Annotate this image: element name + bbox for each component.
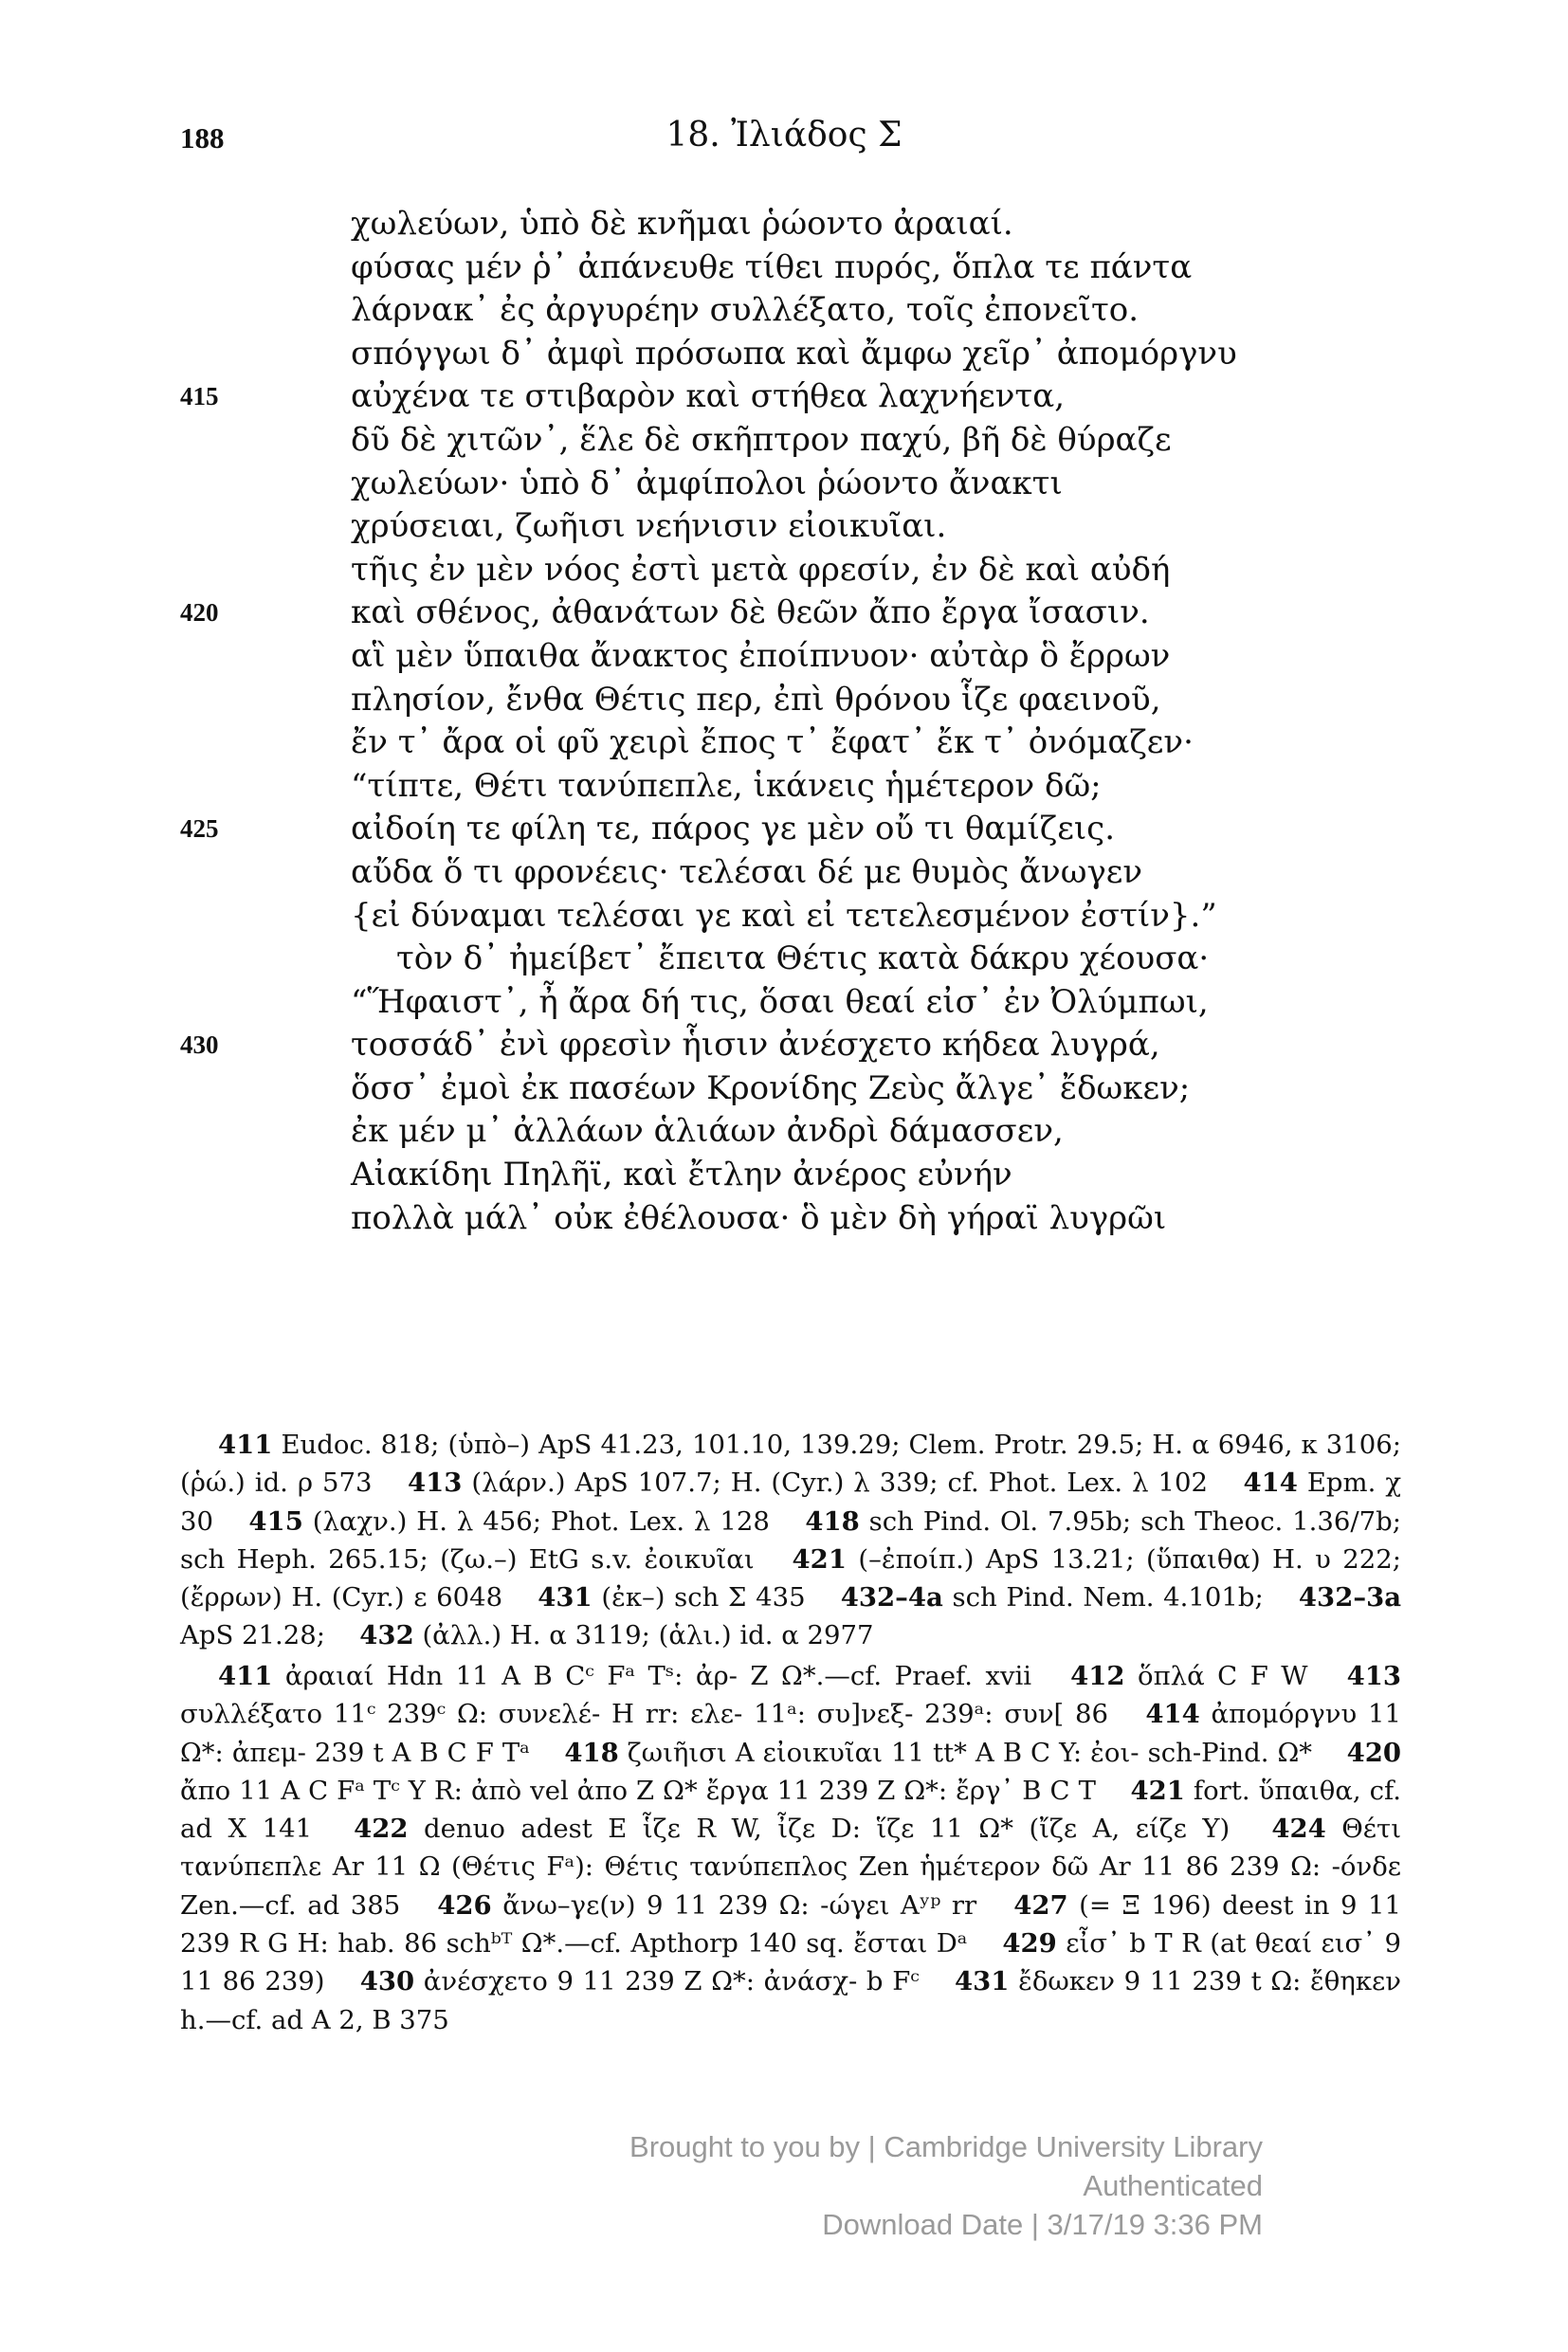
download-notice-line: Authenticated: [1083, 2169, 1263, 2202]
apparatus-line-ref: 421: [792, 1543, 847, 1575]
verse-line: [351, 289, 1441, 333]
verse-line: [351, 1154, 1441, 1197]
apparatus-line-ref: 431: [538, 1582, 593, 1614]
apparatus-line-ref: 429: [1002, 1928, 1057, 1960]
critical-apparatus: [180, 1657, 1401, 2039]
apparatus-entry: [538, 1582, 805, 1613]
verse-text: πολλὰ μάλ᾽ οὐκ ἐθέλουσα· ὃ μὲν δὴ γήραϊ λυγρῶι: [351, 1198, 1167, 1237]
verse-text: πλησίον, ἔνθα Θέτις περ, ἐπὶ θρόνου ἷζε φαεινοῦ,: [351, 680, 1161, 719]
verse-line: [351, 721, 1441, 765]
verse-line: [351, 463, 1441, 506]
apparatus-text: (ἐκ–) sch Σ 435: [601, 1582, 806, 1614]
apparatus-line-ref: 411: [218, 1430, 273, 1460]
verse-line: [180, 592, 1441, 635]
apparatus-line-ref: 432–4a: [840, 1582, 943, 1614]
apparatus-text: fort. ὕπαιθα, cf. ad X 141: [180, 1775, 1401, 1845]
poem-text: [180, 203, 1441, 1240]
apparatus-line-ref: 414: [1243, 1468, 1298, 1499]
apparatus-text: denuo adest E ἷζε R W, ἶζε D: ἵζε 11 Ω* (ἴζε A, είζε Y): [424, 1814, 1231, 1845]
apparatus-text: (= Ξ 196) deest in 9 11 239 R G H: hab. 86 schᵇᵀ Ω*.—cf. Apthorp 140 sq. ἔσται Dᵃ: [180, 1889, 1401, 1960]
apparatus-line-ref: 422: [354, 1814, 409, 1845]
apparatus-entry: [354, 1814, 1230, 1844]
download-notice-line: Brought to you by | Cambridge University Library: [629, 2130, 1263, 2163]
verse-line: [351, 938, 1441, 981]
verse-text: τὸν δ᾽ ἠμείβετ᾽ ἔπειτα Θέτις κατὰ δάκρυ χέουσα·: [396, 939, 1210, 978]
apparatus-line-ref: 432–3a: [1298, 1582, 1402, 1614]
verse-text: αὐχένα τε στιβαρὸν καὶ στήθεα λαχνήεντα,: [351, 377, 1066, 416]
verse-line: [351, 851, 1441, 895]
apparatus-entry: [841, 1582, 1264, 1613]
verse-text: ἔν τ᾽ ἄρα οἱ φῦ χειρὶ ἔπος τ᾽ ἔφατ᾽ ἔκ τ᾽ ὀνόμαζεν·: [351, 723, 1194, 762]
verse-text: χωλεύων, ὑπὸ δὲ κνῆμαι ῥώοντο ἀραιαί.: [351, 205, 1013, 243]
verse-text: αἳ μὲν ὕπαιθα ἄνακτος ἐποίπνυον· αὐτὰρ ὃ ἔρρων: [351, 636, 1171, 675]
verse-text: δῦ δὲ χιτῶν᾽, ἕλε δὲ σκῆπτρον παχύ, βῆ δὲ θύραζε: [351, 420, 1172, 459]
verse-text: καὶ σθένος, ἀθανάτων δὲ θεῶν ἄπο ἔργα ἴσασιν.: [351, 593, 1150, 632]
apparatus-text: ἄνω–γε(ν) 9 11 239 Ω: -ώγει Aʸᵖ rr: [502, 1889, 977, 1921]
apparatus-line-ref: 415: [248, 1505, 303, 1537]
apparatus-text: (λάρν.) ApS 107.7; H. (Cyr.) λ 339; cf. Phot. Lex. λ 102: [471, 1468, 1208, 1499]
apparatus-text: συλλέξατο 11ᶜ 239ᶜ Ω: συνελέ- H rr: ελε- 11ᵃ: συ]νεξ- 239ᵃ: συν[ 86: [180, 1699, 1109, 1730]
verse-text: σπόγγωι δ᾽ ἀμφὶ πρόσωπα καὶ ἄμφω χεῖρ᾽ ἀπομόργνυ: [351, 334, 1237, 373]
apparatus-entry: [248, 1506, 769, 1537]
apparatus-text: ApS 21.28;: [180, 1620, 326, 1651]
apparatus-line-ref: 431: [954, 1966, 1010, 1997]
apparatus-entry: [408, 1468, 1208, 1498]
apparatus-text: ἀνέσχετο 9 11 239 Z Ω*: ἀνάσχ- b Fᶜ: [423, 1966, 920, 1997]
apparatus-text: ἄπο 11 A C Fᵃ Tᶜ Y R: ἀπὸ vel ἀπο Z Ω* ἔργα 11 239 Z Ω*: ἔργ᾽ B C T: [180, 1775, 1096, 1806]
verse-line: [180, 808, 1441, 851]
apparatus-line-ref: 418: [805, 1505, 860, 1537]
verse-line: [351, 246, 1441, 290]
apparatus-text: (λαχν.) H. λ 456; Phot. Lex. λ 128: [312, 1505, 770, 1537]
page-number: 188: [180, 121, 225, 155]
verse-text: {εἰ δύναμαι τελέσαι γε καὶ εἰ τετελεσμένον ἐστίν}.”: [351, 896, 1217, 935]
verse-line: [351, 765, 1441, 809]
apparatus-text: εἶσ᾽ b T R (at θεαί εισ᾽ 9 11 86 239): [180, 1928, 1401, 1997]
apparatus-text: ζωιῆισι A εἰοικυῖαι 11 tt* A B C Y: ἐοι- sch-Pind. Ω*: [627, 1737, 1313, 1768]
apparatus-entry: [1070, 1661, 1307, 1691]
testimonia-apparatus: [180, 1426, 1401, 1655]
apparatus-line-ref: 411: [218, 1661, 273, 1691]
apparatus-line-ref: 413: [1346, 1661, 1401, 1691]
apparatus-line-ref: 414: [1145, 1699, 1200, 1730]
verse-text: χωλεύων· ὑπὸ δ᾽ ἀμφίπολοι ῥώοντο ἄνακτι: [351, 464, 1063, 502]
verse-line: [180, 375, 1441, 419]
apparatus-entry: [437, 1890, 976, 1921]
verse-line: [351, 333, 1441, 376]
verse-line: [351, 635, 1441, 679]
download-notice: [599, 2127, 1263, 2244]
verse-line: [351, 679, 1441, 722]
apparatus-text: sch Pind. Ol. 7.95b; sch Theoc. 1.36/7b; sch Heph. 265.15; (ζω.–) EtG s.v. ἐοικυῖαι: [180, 1505, 1402, 1575]
verse-line: [351, 505, 1441, 549]
running-title: 18. Ἰλιάδος Σ: [665, 116, 903, 155]
verse-text: τῆις ἐν μὲν νόος ἐστὶ μετὰ φρεσίν, ἐν δὲ καὶ αὐδή: [351, 550, 1171, 589]
apparatus-text: Epm. χ 30: [180, 1468, 1401, 1537]
verse-line: [351, 549, 1441, 593]
download-notice-line: Download Date | 3/17/19 3:36 PM: [822, 2208, 1263, 2241]
apparatus-entry: [564, 1738, 1312, 1768]
verse-line: [351, 981, 1441, 1025]
apparatus-line-ref: 413: [408, 1468, 463, 1499]
verse-line: [351, 1110, 1441, 1154]
apparatus-text: sch Pind. Nem. 4.101b;: [952, 1582, 1264, 1614]
line-number: 430: [180, 1030, 219, 1060]
apparatus-line-ref: 432: [359, 1620, 414, 1651]
verse-text: χρύσειαι, ζωῆισι νεήνισιν εἰοικυῖαι.: [351, 507, 947, 546]
line-number: 425: [180, 814, 219, 844]
verse-line: [351, 203, 1441, 246]
apparatus-line-ref: 424: [1271, 1814, 1326, 1845]
apparatus-text: ἀραιαί Hdn 11 A B Cᶜ Fᵃ Tˢ: ἀρ- Z Ω*.—cf. Praef. xvii: [284, 1661, 1032, 1691]
apparatus-line-ref: 427: [1013, 1889, 1068, 1921]
verse-line: [351, 419, 1441, 463]
apparatus-line-ref: 412: [1070, 1661, 1125, 1691]
verse-text: ἐκ μέν μ᾽ ἀλλάων ἁλιάων ἀνδρὶ δάμασσεν,: [351, 1112, 1064, 1151]
verse-text: τοσσάδ᾽ ἐνὶ φρεσὶν ἧισιν ἀνέσχετο κήδεα λυγρά,: [351, 1026, 1160, 1065]
verse-text: “τίπτε, Θέτι τανύπεπλε, ἱκάνεις ἡμέτερον δῶ;: [351, 766, 1102, 805]
apparatus-text: (ἀλλ.) H. α 3119; (ἁλι.) id. α 2977: [422, 1620, 874, 1651]
verse-text: λάρνακ᾽ ἐς ἀργυρέην συλλέξατο, τοῖς ἐπονεῖτο.: [351, 291, 1140, 330]
line-number: 415: [180, 382, 219, 411]
verse-text: ὅσσ᾽ ἐμοὶ ἐκ πασέων Κρονίδης Ζεὺς ἄλγε᾽ ἔδωκεν;: [351, 1068, 1191, 1107]
apparatus-line-ref: 430: [359, 1966, 415, 1997]
apparatus-line-ref: 418: [564, 1737, 619, 1768]
apparatus-line-ref: 421: [1130, 1775, 1185, 1806]
verse-line: [351, 1067, 1441, 1111]
apparatus-line-ref: 420: [1346, 1737, 1401, 1768]
line-number: 420: [180, 598, 219, 628]
verse-line: [351, 1197, 1441, 1241]
apparatus-line-ref: 426: [437, 1889, 492, 1921]
apparatus-text: Θέτι τανύπεπλε Ar 11 Ω (Θέτις Fᵃ): Θέτις τανύπεπλος Zen ἡμέτερον δῶ Ar 11 86 239 Ω: -όνδε Zen.—cf. ad 385: [180, 1814, 1402, 1921]
verse-text: “Ἥφαιστ᾽, ἦ ἄρα δή τις, ὅσαι θεαί εἰσ᾽ ἐν Ὀλύμπωι,: [351, 982, 1209, 1021]
apparatus-text: (–ἐποίπ.) ApS 13.21; (ὕπαιθα) H. υ 222; (ἔρρων) H. (Cyr.) ε 6048: [180, 1543, 1402, 1614]
apparatus-entry: [218, 1661, 1031, 1691]
apparatus-text: ἔδωκεν 9 11 239 t Ω: ἔθηκεν h.—cf. ad A 2, B 375: [180, 1966, 1401, 2035]
verse-line: [180, 1024, 1441, 1067]
verse-text: Αἰακίδηι Πηλῆϊ, καὶ ἔτλην ἀνέρος εὐνήν: [351, 1156, 1012, 1194]
apparatus-text: ἀπομόργνυ 11 Ω*: ἀπεμ- 239 t A B C F Tᵃ: [180, 1699, 1401, 1768]
apparatus-entry: [359, 1620, 873, 1650]
verse-line: [351, 895, 1441, 939]
verse-text: αὔδα ὅ τι φρονέεις· τελέσαι δέ με θυμὸς ἄνωγεν: [351, 852, 1143, 891]
apparatus-entry: [360, 1966, 920, 1996]
apparatus-text: Eudoc. 818; (ὑπὸ–) ApS 41.23, 101.10, 139.29; Clem. Protr. 29.5; H. α 6946, κ 3106; (ῥώ.) id. ρ 573: [180, 1430, 1401, 1499]
verse-text: αἰδοίη τε φίλη τε, πάρος γε μὲν οὔ τι θαμίζεις.: [351, 810, 1116, 848]
verse-text: φύσας μέν ῥ᾽ ἀπάνευθε τίθει πυρός, ὅπλα τε πάντα: [351, 247, 1193, 286]
apparatus-text: ὅπλά C F W: [1138, 1661, 1308, 1691]
